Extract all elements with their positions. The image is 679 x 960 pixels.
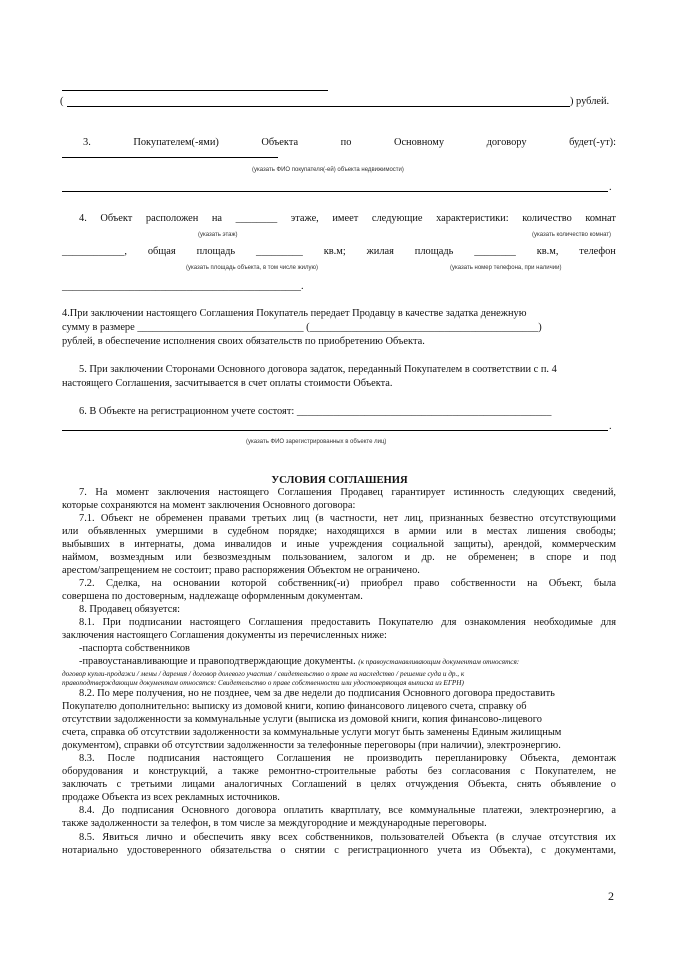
conditions-heading: УСЛОВИЯ СОГЛАШЕНИЯ [271, 475, 408, 486]
condition-line: совершена по достоверным, надлежаще оформленным документам. [62, 591, 363, 602]
condition-line: или объявленных умершими в судебном порядке; находящихся в армии или в местах лишения свободы; [62, 526, 616, 537]
price-words-close: ) рублей. [570, 96, 610, 107]
condition-line: выбывших в интернаты, дома инвалидов и иные учреждения социальной защиты), арендой, коммерческим [62, 539, 616, 550]
item6-line-end: . [609, 421, 612, 432]
item4-line2 [62, 246, 616, 258]
item4-word: кв.м, [536, 246, 559, 257]
item5-line-1: 5. При заключении Сторонами Основного договора задаток, переданный Покупателем в соответствии с п. 4 [79, 364, 557, 375]
condition-line: Покупателю дополнительно: выписку из домовой книги, копию финансового лицевого счета, справку об [62, 701, 527, 712]
item6-line-1: 6. В Объекте на регистрационном учете состоят: _________________________________________________ [79, 406, 552, 417]
condition-line: отсутствии задолженности за коммунальные услуги (выписка из домовой книги, копия финансово-лицевого [62, 714, 542, 725]
condition-line: 7.1. Объект не обременен правами третьих лиц (в частности, нет лиц, признанных безвестно отсутствующими [79, 513, 616, 524]
item4-word: количество [522, 213, 572, 224]
condition-line: продаже Объекта из всех рекламных источников. [62, 792, 280, 803]
item4-word: 4. [79, 213, 87, 224]
deposit-line-2: сумму в размере ________________________________ (____________________________________________) [62, 322, 542, 333]
condition-line: арестом/запрещением не состоит; право распоряжения Объектом не ограничено. [62, 565, 420, 576]
condition-line: заключать с третьими лицами аналогичных Соглашений в целях отчуждения Объекта, снять объявление о [62, 779, 616, 790]
item4-word: площадь [196, 246, 236, 257]
item4-word: площадь [414, 246, 454, 257]
condition-line: нотариально удостоверенного обязательства о снятии с регистрационного учета из Объекта), с документами, [62, 845, 616, 856]
condition-line: которые сохраняются на момент заключения Основного договора: [62, 500, 356, 511]
item3-word: по [340, 137, 352, 148]
item3-word: договору [486, 137, 527, 148]
price-words-blank [67, 106, 570, 107]
item3-buyer-blank-2 [62, 191, 608, 192]
condition-footnote: (к правоустанавливающим документам относятся: [358, 658, 520, 666]
item4-phone-blank: ______________________________________________. [62, 281, 304, 292]
condition-footnote-line: договор купли-продажи / мены / дарения / договор долевого участия / свидетельство о праве на наследство / решение суда и др., к [62, 670, 465, 678]
condition-line: 8. Продавец обязуется: [79, 604, 181, 615]
item4-word: этаже, [290, 213, 319, 224]
item3-buyer-blank-1 [62, 157, 278, 158]
item4-area-blank: _________ [256, 246, 303, 257]
item3-line-end: . [609, 182, 612, 193]
item4-floor-blank: ________ [235, 213, 278, 224]
condition-line: счета, справка об отсутствии задолженности за коммунальные услуги могут быть заменены Единым жилищным [62, 727, 562, 738]
condition-text: -правоустанавливающие и правоподтверждающие документы. [79, 656, 356, 667]
condition-line [79, 656, 519, 668]
item4-word: расположен [145, 213, 199, 224]
condition-line: 8.3. После подписания настоящего Соглашения не производить перепланировку Объекта, демонтаж [79, 753, 616, 764]
item4-word: комнат [585, 213, 616, 224]
item3-word: будет(-ут): [569, 137, 616, 148]
condition-line: 7.2. Сделка, на основании которой собственник(-и) приобрел право собственности на Объект, была [79, 578, 616, 589]
price-words-open: ( [60, 96, 64, 107]
item6-registered-blank [62, 430, 608, 431]
condition-footnote-line: правоподтверждающим документам относятся: Свидетельство о праве собственности или удостоверяющая выписка из ЕГРН) [62, 679, 464, 687]
condition-line: оборудования и конструкций, а также ремонтно-строительные работы без согласования с Покупателем, не [62, 766, 616, 777]
item4-word: Объект [100, 213, 133, 224]
item4-word: имеет [332, 213, 359, 224]
item4-hint-rooms: (указать количество комнат) [532, 232, 612, 238]
item4-word: характеристики: [436, 213, 509, 224]
condition-line: 8.2. По мере получения, но не позднее, чем за две недели до подписания Основного договора предоставить [79, 688, 555, 699]
item4-word: следующие [371, 213, 423, 224]
condition-line: документом), справки об отсутствии задолженности за телефонные переговоры (при наличии), электроэнергию. [62, 740, 561, 751]
item4-word: телефон [579, 246, 616, 257]
item3-word: 3. [83, 137, 91, 148]
item4-hint-phone: (указать номер телефона, при наличии) [450, 265, 562, 271]
item4-word: общая [147, 246, 176, 257]
item4-hint-area: (указать площадь объекта, в том числе жилую) [186, 265, 318, 271]
item4-living-blank: ________ [474, 246, 516, 257]
condition-line: 7. На момент заключения настоящего Соглашения Продавец гарантирует истинность следующих сведений, [79, 487, 616, 498]
item3-word: Объекта [261, 137, 299, 148]
item4-word: кв.м; [323, 246, 346, 257]
item3-word: Основному [393, 137, 445, 148]
item4-line1 [79, 213, 616, 225]
deposit-line-3: рублей, в обеспечение исполнения своих обязательств по приобретению Объекта. [62, 336, 425, 347]
condition-line: также задолженности за телефон, в том числе за междугородние и международные переговоры. [62, 818, 487, 829]
item5-line-2: настоящего Соглашения, засчитывается в счет оплаты стоимости Объекта. [62, 378, 393, 389]
deposit-line-1: 4.При заключении настоящего Соглашения Покупатель передает Продавцу в качестве задатка денежную [62, 308, 527, 319]
condition-line: -паспорта собственников [79, 643, 190, 654]
condition-line: наймом, возмездным или безвозмездным пользованием, залогом и др. не обременен; в споре и под [62, 552, 616, 563]
condition-line: 8.5. Явиться лично и обеспечить явку всех собственников, пользователей Объекта (в случае отсутствия их [79, 832, 616, 843]
item4-word: на [211, 213, 223, 224]
condition-line: 8.1. При подписании настоящего Соглашения предоставить Покупателю для ознакомления необходимые для [79, 617, 616, 628]
price-underline-top [62, 90, 328, 91]
item4-word: жилая [366, 246, 394, 257]
item4-hint-floor: (указать этаж) [198, 232, 238, 238]
condition-line: 8.4. До подписания Основного договора оплатить квартплату, все коммунальные платежи, электроэнергию, а [79, 805, 616, 816]
page-number: 2 [608, 889, 614, 903]
item3-word: Покупателем(-ями) [133, 137, 219, 148]
item3-hint: (указать ФИО покупателя(-ей) объекта недвижимости) [252, 167, 404, 173]
item6-hint: (указать ФИО зарегистрированных в объекте лиц) [246, 439, 387, 445]
item4-rooms-blank: ____________, [62, 246, 127, 257]
condition-line: заключения настоящего Соглашения документы из перечисленных ниже: [62, 630, 387, 641]
item3-line [83, 137, 616, 149]
